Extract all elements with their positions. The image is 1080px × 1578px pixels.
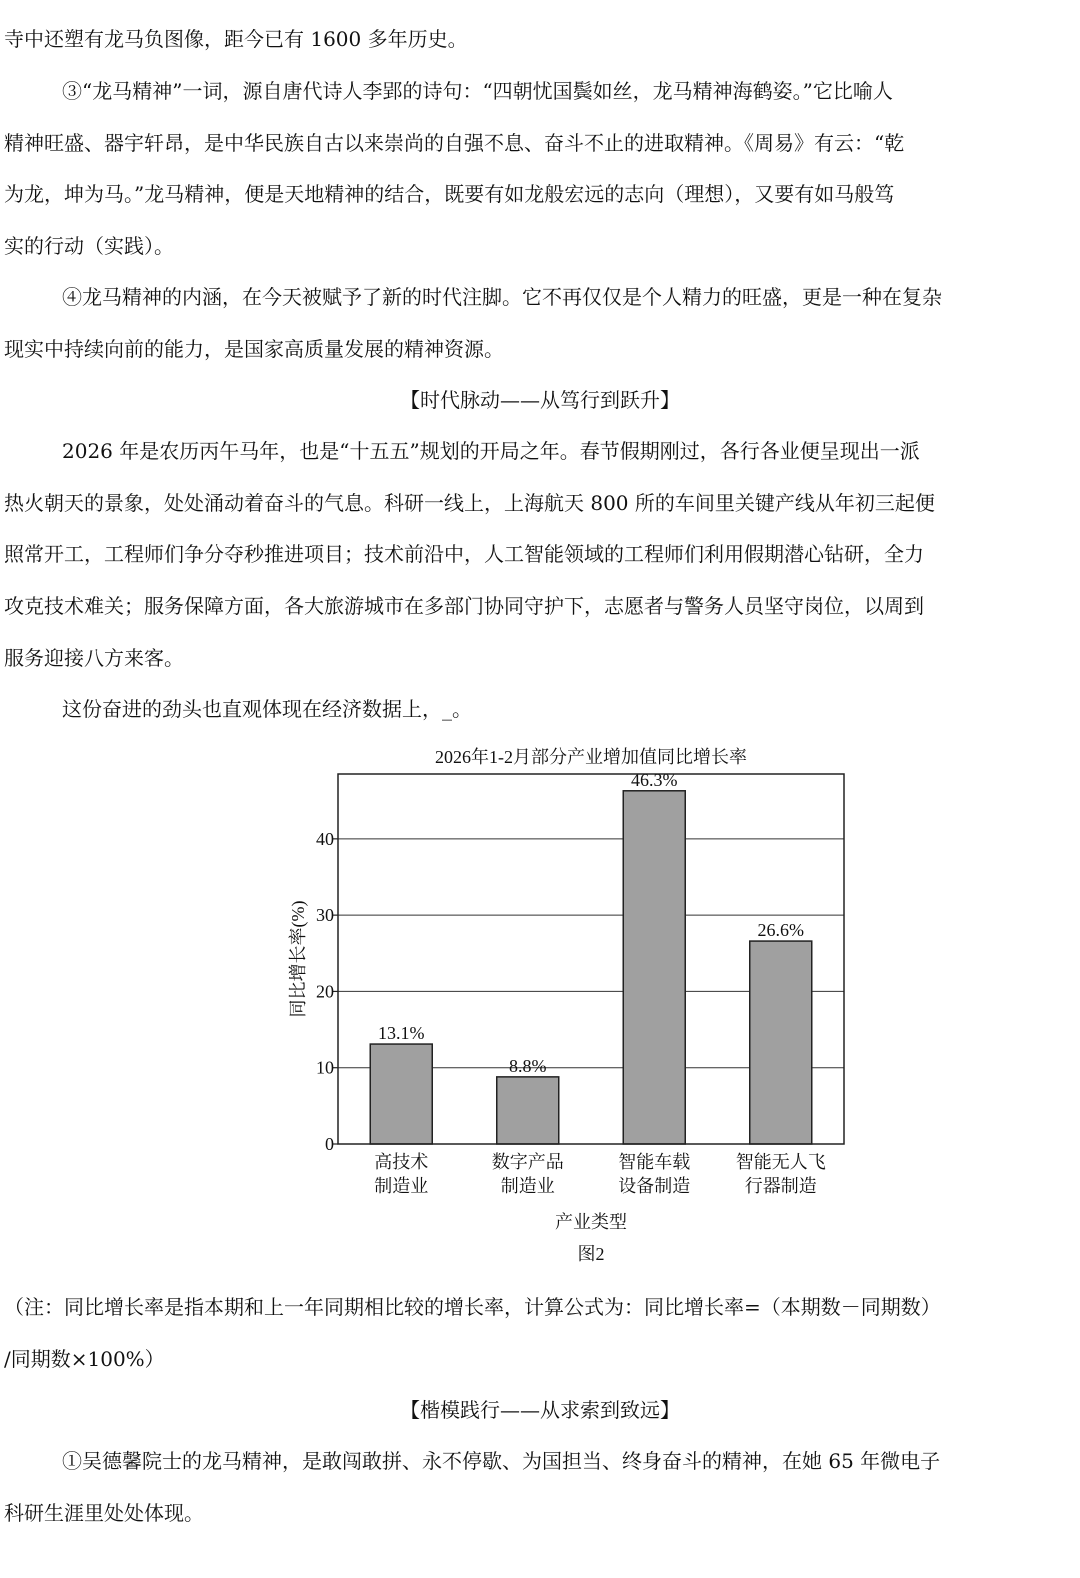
para-4-line-2: 热火朝天的景象，处处涌动着奋斗的气息。科研一线上，上海航天 800 所的车间里关键产线从年初三起便: [4, 491, 935, 515]
x-category-label: 行器制造: [744, 1176, 817, 1196]
bar-chart: [270, 738, 870, 1273]
x-category-label: 智能无人飞: [735, 1152, 826, 1172]
para-2-line-2: 精神旺盛、器宇轩昂，是中华民族自古以来崇尚的自强不息、奋斗不止的进取精神。《周易》有云：“乾: [4, 131, 905, 155]
y-tick-label: 10: [316, 1057, 334, 1078]
x-category-label: 设备制造: [618, 1176, 691, 1196]
para-2-line-4: 实的行动（实践）。: [4, 234, 174, 258]
bar: [370, 1044, 432, 1144]
x-category-label: 制造业: [500, 1176, 555, 1196]
section-heading-1: 【时代脉动——从笃行到跃升】: [400, 388, 680, 412]
note-line-1: （注：同比增长率是指本期和上一年同期相比较的增长率，计算公式为：同比增长率=（本期数－同期数）: [4, 1295, 941, 1319]
bar-value-label: 13.1%: [378, 1023, 425, 1044]
bar: [750, 941, 812, 1144]
para-4-line-1: 2026 年是农历丙午马年，也是“十五五”规划的开局之年。春节假期刚过，各行各业便呈现出一派: [62, 439, 920, 463]
para-5: 这份奋进的劲头也直观体现在经济数据上，_。: [62, 697, 472, 721]
section-heading-2: 【楷模践行——从求索到致远】: [400, 1398, 680, 1422]
bar-value-label: 26.6%: [757, 920, 804, 941]
x-category-label: 高技术: [374, 1152, 429, 1172]
y-tick-label: 0: [325, 1134, 334, 1154]
x-category-label: 数字产品: [491, 1152, 564, 1172]
y-tick-label: 40: [316, 828, 334, 849]
y-tick-label: 20: [316, 981, 334, 1002]
x-axis-label: 产业类型: [555, 1212, 627, 1232]
para-3-line-2: 现实中持续向前的能力，是国家高质量发展的精神资源。: [4, 337, 504, 361]
para-1: 寺中还塑有龙马负图像，距今已有 1600 多年历史。: [4, 27, 468, 51]
x-category-label: 智能车载: [618, 1152, 691, 1172]
para-3-line-1: ④龙马精神的内涵，在今天被赋予了新的时代注脚。它不再仅仅是个人精力的旺盛，更是一种在复杂: [62, 285, 942, 309]
para-4-line-3: 照常开工，工程师们争分夺秒推进项目；技术前沿中，人工智能领域的工程师们利用假期潜心钻研，全力: [4, 542, 924, 566]
para-6-line-2: 科研生涯里处处体现。: [4, 1501, 204, 1525]
x-category-label: 制造业: [374, 1176, 429, 1196]
note-line-2: /同期数×100%）: [4, 1347, 165, 1371]
para-6-line-1: ①吴德馨院士的龙马精神，是敢闯敢拼、永不停歇、为国担当、终身奋斗的精神，在她 65 年微电子: [62, 1449, 941, 1473]
y-axis-label: 同比增长率(%): [288, 900, 308, 1018]
y-tick-label: 30: [316, 905, 334, 926]
bar-value-label: 8.8%: [509, 1055, 547, 1076]
para-2-line-1: ③“龙马精神”一词，源自唐代诗人李郢的诗句：“四朝忧国鬓如丝，龙马精神海鹤姿。”它比喻人: [62, 79, 893, 103]
figure-caption: 图2: [577, 1244, 605, 1264]
para-2-line-3: 为龙，坤为马。”龙马精神，便是天地精神的结合，既要有如龙般宏远的志向（理想），又要有如马般笃: [4, 182, 895, 206]
para-4-line-5: 服务迎接八方来客。: [4, 646, 184, 670]
bar-value-label: 46.3%: [631, 769, 678, 790]
para-4-line-4: 攻克技术难关；服务保障方面，各大旅游城市在多部门协同守护下，志愿者与警务人员坚守岗位，以周到: [4, 594, 924, 618]
bar: [497, 1077, 559, 1144]
chart-title: 2026年1-2月部分产业增加值同比增长率: [435, 747, 747, 767]
bar: [623, 791, 685, 1144]
